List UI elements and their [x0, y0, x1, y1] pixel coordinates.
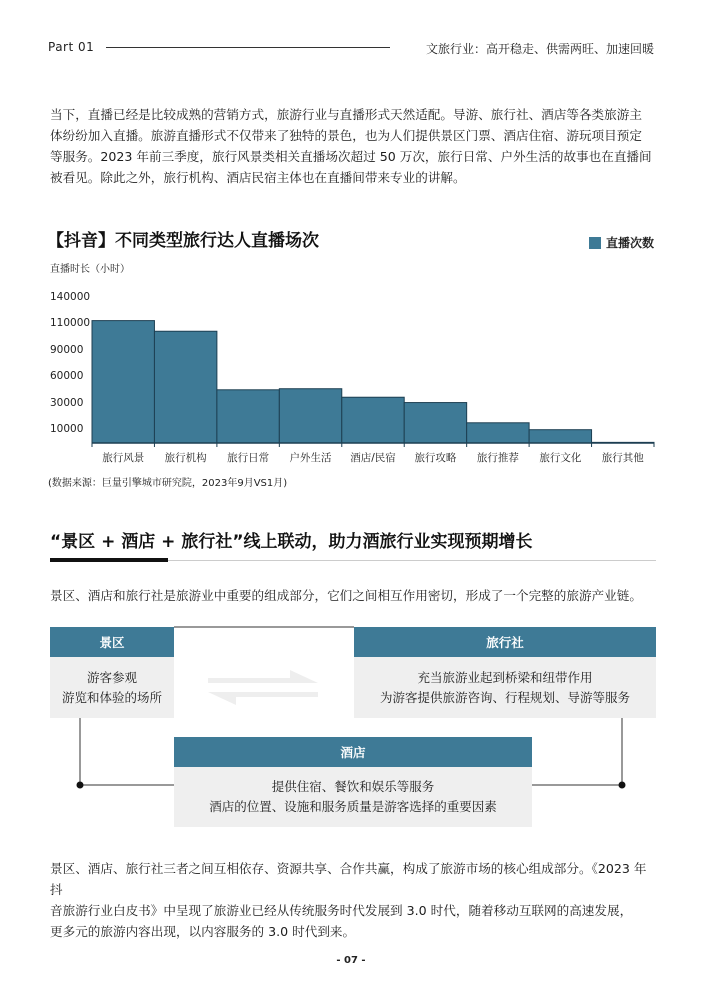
intro-line: 当下，直播已经是比较成熟的营销方式，旅游行业与直播形式天然适配。导游、旅行社、酒店等各类旅游主 — [50, 107, 642, 122]
scenic-box-title: 景区 — [50, 627, 174, 657]
closing-line: 更多元的旅游内容出现，以内容服务的 3.0 时代到来。 — [50, 924, 356, 939]
part-label: Part 01 — [48, 40, 95, 54]
scenic-line: 游客参观 — [86, 669, 137, 685]
y-tick-label: 30000 — [50, 397, 84, 409]
bar — [279, 389, 341, 443]
source-note: (数据来源：巨量引擎城市研究院，2023年9月VS1月) — [48, 478, 288, 489]
scenic-line: 游览和体验的场所 — [61, 689, 162, 705]
closing-line: 景区、酒店、旅行社三者之间互相依存、资源共享、合作共赢，构成了旅游市场的核心组成部分。《2023 年抖 — [50, 861, 647, 897]
x-tick-label: 旅行机构 — [164, 452, 207, 464]
scenic-box-body — [50, 657, 174, 718]
y-tick-label: 140000 — [50, 291, 91, 303]
hotel-box-body — [174, 767, 532, 827]
section-rule-accent — [50, 558, 168, 562]
hotel-line: 酒店的位置、设施和服务质量是游客选择的重要因素 — [209, 799, 497, 814]
closing-line: 音旅游行业白皮书》中呈现了旅游业已经从传统服务时代发展到 3.0 时代，随着移动互联网的高速发展， — [50, 903, 633, 918]
exchange-arrows-icon — [208, 670, 318, 705]
hotel-box-title: 酒店 — [174, 737, 532, 767]
intro-line: 等服务。2023 年前三季度，旅行风景类相关直播场次超过 50 万次，旅行日常、户外生活的故事也在直播间 — [50, 149, 652, 164]
intro-line: 被看见。除此之外，旅行机构、酒店民宿主体也在直播间带来专业的讲解。 — [50, 170, 466, 185]
bar-chart — [0, 0, 702, 470]
connector-dot — [77, 782, 84, 789]
bar — [467, 423, 529, 443]
page-number: - 07 - — [336, 955, 366, 966]
section-intro: 景区、酒店和旅行社是旅游业中重要的组成部分，它们之间相互作用密切，形成了一个完整的旅游产业链。 — [50, 588, 642, 603]
x-tick-label: 旅行文化 — [539, 452, 582, 464]
agency-line: 为游客提供旅游咨询、行程规划、导游等服务 — [379, 689, 630, 705]
bar — [404, 403, 466, 443]
x-tick-label: 旅行攻略 — [414, 452, 457, 464]
hotel-line: 提供住宿、餐饮和娱乐等服务 — [271, 779, 435, 794]
agency-box-body — [354, 657, 656, 718]
connector-dot — [619, 782, 626, 789]
x-tick-label: 旅行风景 — [102, 452, 145, 464]
intro-line: 体纷纷加入直播。旅游直播形式不仅带来了独特的景色，也为人们提供景区门票、酒店住宿、游玩项目预定 — [50, 128, 642, 143]
x-tick-label: 户外生活 — [289, 452, 332, 464]
bar — [92, 321, 154, 443]
x-tick-label: 旅行推荐 — [476, 452, 519, 464]
bar — [529, 430, 591, 443]
y-tick-label: 10000 — [50, 423, 84, 435]
agency-box-title: 旅行社 — [354, 627, 656, 657]
bar — [154, 331, 216, 443]
x-tick-label: 酒店/民宿 — [350, 452, 396, 464]
bar — [217, 390, 279, 443]
section-title: “景区 + 酒店 + 旅行社”线上联动，助力酒旅行业实现预期增长 — [50, 532, 533, 552]
x-tick-label: 旅行日常 — [227, 452, 270, 464]
y-axis-label: 直播时长（小时） — [50, 264, 130, 275]
x-tick-label: 旅行其他 — [601, 452, 644, 464]
bar — [342, 397, 404, 443]
y-tick-label: 60000 — [50, 370, 84, 382]
y-tick-label: 90000 — [50, 344, 84, 356]
chart-title: 【抖音】不同类型旅行达人直播场次 — [47, 231, 319, 251]
chapter-title: 文旅行业：高开稳走、供需两旺、加速回暖 — [425, 42, 654, 56]
legend-label: 直播次数 — [605, 236, 654, 250]
closing-paragraph — [50, 858, 656, 942]
y-tick-label: 110000 — [50, 317, 91, 329]
agency-line: 充当旅游业起到桥梁和纽带作用 — [417, 669, 593, 685]
